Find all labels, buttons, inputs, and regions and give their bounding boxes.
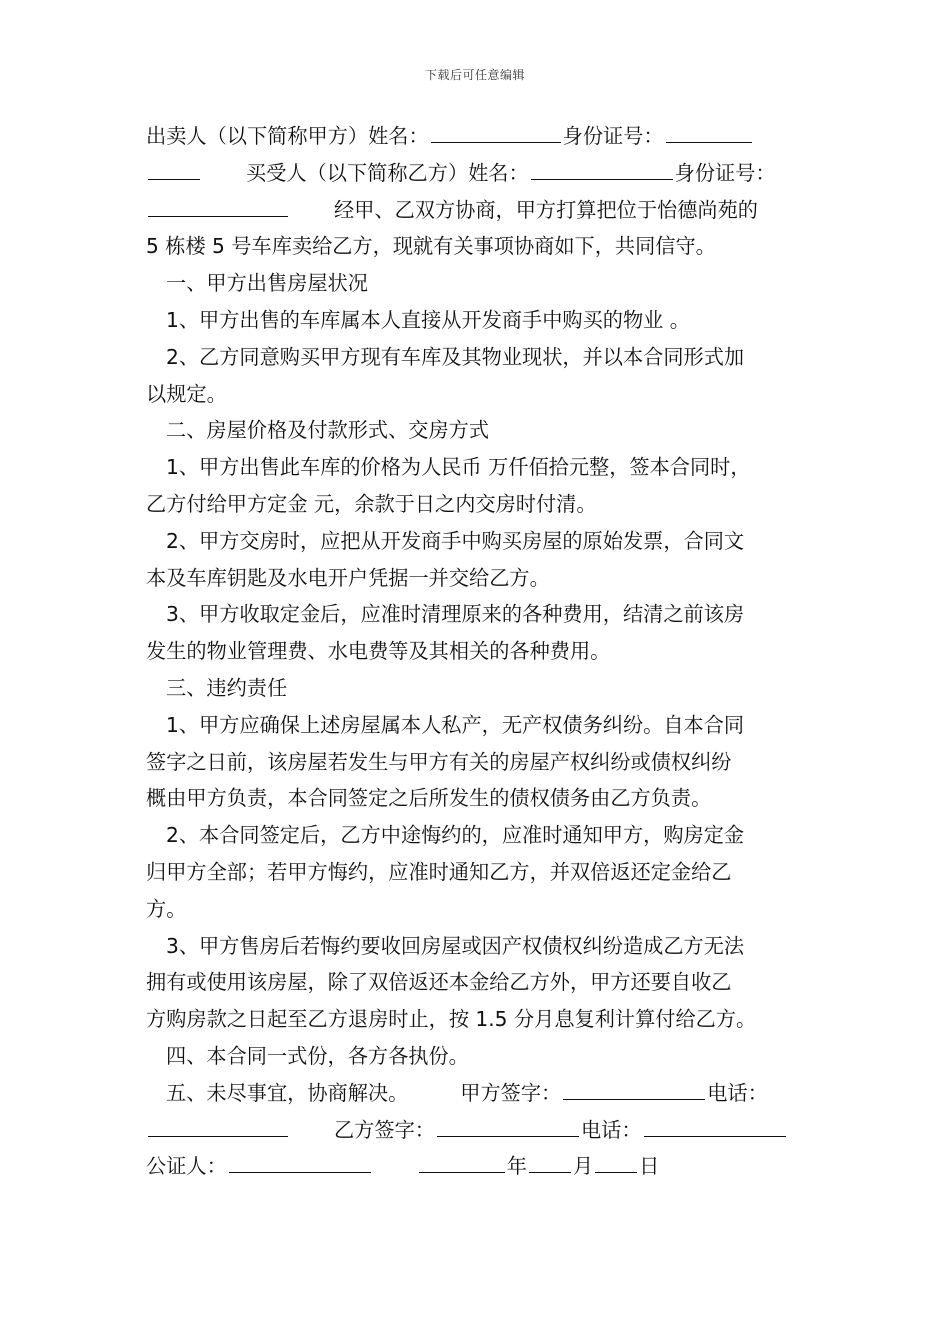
contract-text: 3、甲方收取定金后，应准时清理原来的各种费用，结清之前该房 [166, 602, 745, 627]
fill-in-blank[interactable] [595, 1168, 637, 1173]
contract-text: 1、甲方应确保上述房屋属本人私产，无产权债务纠纷。自本合同 [166, 712, 745, 737]
contract-text: 5 栋楼 5 号车库卖给乙方，现就有关事项协商如下，共同信守。 [146, 234, 716, 259]
contract-text: 一、甲方出售房屋状况 [166, 271, 368, 296]
contract-line [146, 928, 808, 965]
fill-in-blank[interactable] [148, 175, 200, 180]
contract-text: 日 [639, 1154, 660, 1179]
fill-in-blank[interactable] [666, 138, 752, 143]
contract-text: 月 [572, 1154, 594, 1179]
contract-text: 2、本合同签定后，乙方中途悔约的，应准时通知甲方，购房定金 [166, 823, 745, 848]
contract-line [146, 560, 808, 597]
fill-in-blank[interactable] [148, 212, 288, 217]
contract-text: 三、违约责任 [166, 675, 288, 700]
contract-text: 1、甲方出售的车库属本人直接从开发商手中购买的物业 。 [166, 307, 690, 332]
contract-text: 五、未尽事宜，协商解决。 [166, 1080, 409, 1105]
contract-text: 二、房屋价格及付款形式、交房方式 [166, 418, 490, 443]
contract-text: 四、本合同一式份，各方各执份。 [166, 1043, 469, 1068]
fill-in-blank[interactable] [229, 1168, 371, 1173]
contract-line [146, 964, 808, 1001]
contract-text: 电话： [707, 1080, 768, 1105]
contract-line [146, 780, 808, 817]
contract-text: 甲方签字： [460, 1080, 562, 1105]
contract-text: 出卖人（以下简称甲方）姓名： [146, 124, 429, 148]
contract-text: 公证人： [146, 1154, 227, 1179]
contract-line [146, 155, 808, 192]
contract-line [146, 449, 808, 486]
contract-line [146, 523, 808, 560]
contract-text: 买受人（以下简称乙方）姓名： [246, 160, 529, 185]
contract-text: 发生的物业管理费、水电费等及其相关的各种费用。 [146, 639, 611, 664]
contract-text: 身份证号： [674, 160, 776, 185]
contract-text: 拥有或使用该房屋，除了双倍返还本金给乙方外，甲方还要自收乙 [146, 970, 732, 995]
contract-line [146, 1112, 808, 1149]
fill-in-blank[interactable] [531, 175, 673, 180]
contract-text: 签字之日前，该房屋若发生与甲方有关的房屋产权纠纷或债权纠纷 [146, 749, 732, 774]
contract-text: 本及车库钥匙及水电开户凭据一并交给乙方。 [146, 565, 550, 590]
contract-text: 3、甲方售房后若悔约要收回房屋或因产权债权纠纷造成乙方无法 [166, 933, 745, 958]
contract-body [146, 118, 808, 1185]
fill-in-blank[interactable] [437, 1132, 579, 1137]
contract-text: 乙方签字： [334, 1117, 435, 1142]
contract-line [146, 228, 808, 265]
contract-text: 以规定。 [146, 381, 227, 406]
contract-line [146, 817, 808, 854]
contract-line [146, 670, 808, 707]
contract-line [146, 744, 808, 781]
contract-line [146, 707, 808, 744]
contract-line [146, 1038, 808, 1075]
fill-in-blank[interactable] [148, 1132, 288, 1137]
contract-line [146, 339, 808, 376]
contract-line [146, 302, 808, 339]
contract-text: 2、乙方同意购买甲方现有车库及其物业现状，并以本合同形式加 [166, 344, 745, 369]
contract-line [146, 854, 808, 891]
fill-in-blank[interactable] [529, 1168, 571, 1173]
fill-in-blank[interactable] [419, 1168, 505, 1173]
contract-line [146, 1001, 808, 1038]
contract-text: 年 [506, 1154, 527, 1179]
contract-text: 经甲、乙双方协商，甲方打算把位于怡德尚苑的 [334, 197, 758, 222]
contract-text: 归甲方全部；若甲方悔约，应准时通知乙方，并双倍返还定金给乙 [146, 859, 732, 884]
contract-line [146, 265, 808, 302]
fill-in-blank[interactable] [563, 1095, 705, 1100]
contract-text: 电话： [580, 1117, 642, 1142]
contract-text: 2、甲方交房时，应把从开发商手中购买房屋的原始发票，合同文 [166, 528, 745, 553]
contract-line [146, 1148, 808, 1185]
contract-line [146, 486, 808, 523]
page-header-note: 下载后可任意编辑 [424, 68, 525, 82]
contract-line [146, 192, 808, 229]
fill-in-blank[interactable] [644, 1132, 786, 1137]
fill-in-blank[interactable] [431, 138, 561, 143]
contract-text: 概由甲方负责，本合同签定之后所发生的债权债务由乙方负责。 [146, 786, 712, 811]
contract-text: 方购房款之日起至乙方退房时止，按 1.5 分月息复利计算付给乙方。 [146, 1007, 757, 1032]
contract-line [146, 891, 808, 928]
contract-text: 身份证号： [562, 124, 664, 148]
contract-line [146, 376, 808, 413]
contract-text: 乙方付给甲方定金 元，余款于日之内交房时付清。 [146, 491, 597, 516]
contract-text: 1、甲方出售此车库的价格为人民币 万仟佰拾元整，签本合同时， [166, 455, 751, 480]
contract-line [146, 633, 808, 670]
contract-line [146, 1075, 808, 1112]
contract-text: 方。 [146, 896, 187, 921]
contract-line [146, 412, 808, 449]
contract-line [146, 596, 808, 633]
contract-line [146, 118, 808, 155]
